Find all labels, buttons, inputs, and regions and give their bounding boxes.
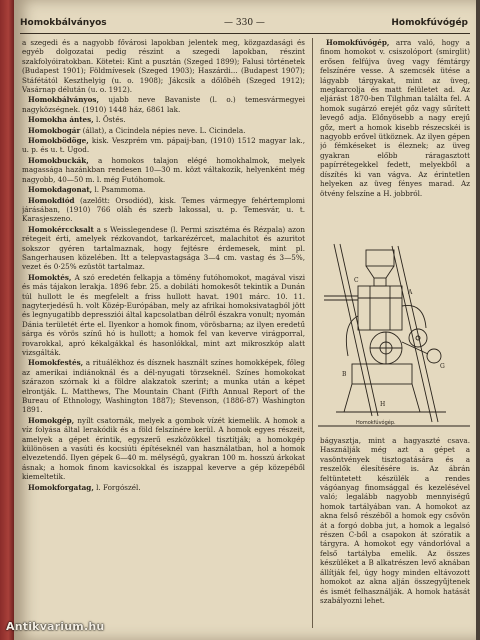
entry: a szegedi és a nagyobb fővárosi lapokban jelentek meg, közgazdasági és egyéb dolgozatai pedig részint a szegedi lapokban, részint szakfolyóiratokban. Kötetei: Kint a pusztán (Szeged 1899); Falusi történetek (Budapest 1901); Földmívesek (Szeged 1903); Haszárdi... (Budapest 1907); Stáfétától Keszthelyig (u. o. 1908); Jákcsik a dőlőbéh (Szeged 1912); Vasárnap délután (u. o. 1912). <box>22 38 305 95</box>
right-column-bottom <box>320 436 470 628</box>
entry: Homokha ántes, l. Östés. <box>28 115 126 125</box>
svg-text:G: G <box>440 363 445 370</box>
page-number: — 330 — <box>224 18 265 28</box>
watermark-logo: Antikvarium.hu <box>6 620 105 633</box>
entry: bágyasztja, mint a hagyaszté csava. Használják még azt a gépet a vasöntvények tisztogatására és a reszelők élesítésére is. Az ábrán feltüntetett készülék a rendes vágóanyag finomsággal és kezelésével való; legalább nagyobb mennyiségű homok tartályában van. A homokot az akna felső részéből a homok egy csővön át a forgó dobba jut, a homok a legalsó részen C-ből a csapokon át szóratik a tárgyra. A homokot egy vándorlóval a felső tartályba emelik. Az összes készüléket a B alkatrészen levő aknában állítják fel, úgy hogy minden eltávozott homokot az akna alján összegyűjtenek és ismét felhasználják. A homok hatását szabályozni lehet. <box>320 436 470 605</box>
entry: Homokdagonat, l. Psammoma. <box>28 185 146 195</box>
entry: Homokfestés, a rituálékhoz és dísznek használt színes homokképek, főleg az amerikai indiánoknál és a dél-nyugati törzseknél. Színes homokokat szárazon szórnak ki a földre alakzatok szerint; a munka után a képet elrontják. L. Matthews, The Mountain Chant (Fifth Annual Report of the Bureau of Ethnology, Washington 1887); Stevenson, (1886-87) Washington 1891. <box>22 358 305 415</box>
entry: Homokbogár (állat), a Cicindela népies neve. L. Cicindela. <box>28 125 246 135</box>
sandblast-machine-illustration <box>314 236 474 432</box>
header-rule <box>20 33 470 34</box>
running-head-right-word: Homokfúvógép <box>391 18 468 28</box>
entry: Homokbuckák, a homokos talajon elégé homokhalmok, melyek magassága hazánkban rendesen 10—30 m. közt váltakozik, helyenként még nagyobb, 40—50 m. l. még Futóhomok. <box>22 155 305 184</box>
svg-text:H: H <box>380 401 386 408</box>
svg-text:B: B <box>342 371 347 378</box>
entry: Homoktés, A szó eredetén felkapja a tömény futóhomokot, magával viszi és más tájakon lerakja. 1896 febr. 25. a dobiláti homokesőt tekintik a Dunán túl hullott le és megfelelt a friss hullott havat. 1901 márc. 10. 11. nagyterjedésű h. volt Közép-Európában, mely az afrikai homoksivatagból jött és legnyugatibb depressziói által kapcsolatban délről északra vonult; nyomán Dánia területét érte el. Ilyenkor a homok finom, vörösbarna; az ilyen eredetű sárga és vörös színű hó is hullott; a homok fel van keverve virágporral, rovarokkal, apró kékalgákkal és hasonlókkal, mint azt mikroszkóp alatt vizsgálták. <box>22 272 305 357</box>
entry: Homokérccksalt a s Weisslegendese (l. Permi szisztéma és Rézpala) azon rétegeit érti, amelyek rézkovandot, tarkarézércet, malachitot és azuritot sokszor gyéren tartalmaznak, hogy fejtésre érdemesek, mint pl. Sangerhausen közelében. Itt a telepvastagsága 3—4 cm. vastag és 3—5%, vezet és 0·25% ezüstöt tartalmaz. <box>22 224 305 272</box>
entry: Homokdiód (azelőtt: Orsodiód), kisk. Temes vármegye fehértemplomi járásában, (1910) 766 oláh és szerb lakossal, u. p. Temesvár, u. t. Karasjeszeno. <box>22 195 305 224</box>
machine-drawing <box>314 236 474 432</box>
entry: Homokfúvógép, arra való, hogy a finom homokot v. csiszolóport (smirglit) erősen felfújva üveg vagy fémtárgy felszínére vesse. A szemcsék ütése a lágyabb tárgyakat, mint az üveg, megkarcolja és matt felületet ad. Az eljárást 1870-ben Tilghman találta fel. A homok sugárzó erejét gőz vagy sűrített levegő adja. Előnyösebb a nagy erejű gőz, mert a homok kisebb részecskéi is nagyobb erővel ütköznek. Az ilyen gépen jó fémkéseket is éleznek; az üveg gyakran előbb ráragasztott papírrétegekkel fedett, melyekből a díszítés ki van vágva. Az érintetlen helyeken az üveg fényes marad. Az ötvény felszíne a H. jobbról. <box>320 38 470 198</box>
running-head-left-word: Homokbálványos <box>20 18 107 28</box>
book-spine <box>0 0 14 640</box>
entry: Homokgép, nyílt csatornák, melyek a gombok vízét kiemelik. A homok a víz folyása által lerakódik és a föld felszínére kerül. A homok egyes részeit, amelyek a gépet érintik, egyszerű eszközökkel tisztítják; a homokgép különösen a vasúti és kocsiúti építéseknél van használatban, hol a homok elvezetendő. Ilyen gépek 6—40 m. mélységű, gyakran 100 m. hosszú árkokat ásnak; a homok finom kavicsokkal és iszappal keverve a gép közepéből kiemeltetik. <box>22 415 305 482</box>
book-page <box>14 0 476 640</box>
entry: Homokforgatag, l. Forgószél. <box>28 482 141 492</box>
entry: Homokbálványos, ujabb neve Bavaniste (l. o.) temesvármegyei nagyközségnek. (1910) 1448 ház, 6861 lak. <box>22 95 305 114</box>
right-column-top <box>320 38 470 234</box>
svg-text:C: C <box>354 277 359 284</box>
entry: Homokbödöge, kisk. Veszprém vm. pápaij-ban, (1910) 1512 magyar lak., u. p. és u. t. Ugod. <box>22 136 305 155</box>
column-divider <box>312 38 313 628</box>
figure-caption: Homokfúvógép. <box>356 420 396 426</box>
svg-text:A: A <box>408 289 413 296</box>
left-column <box>22 38 305 628</box>
